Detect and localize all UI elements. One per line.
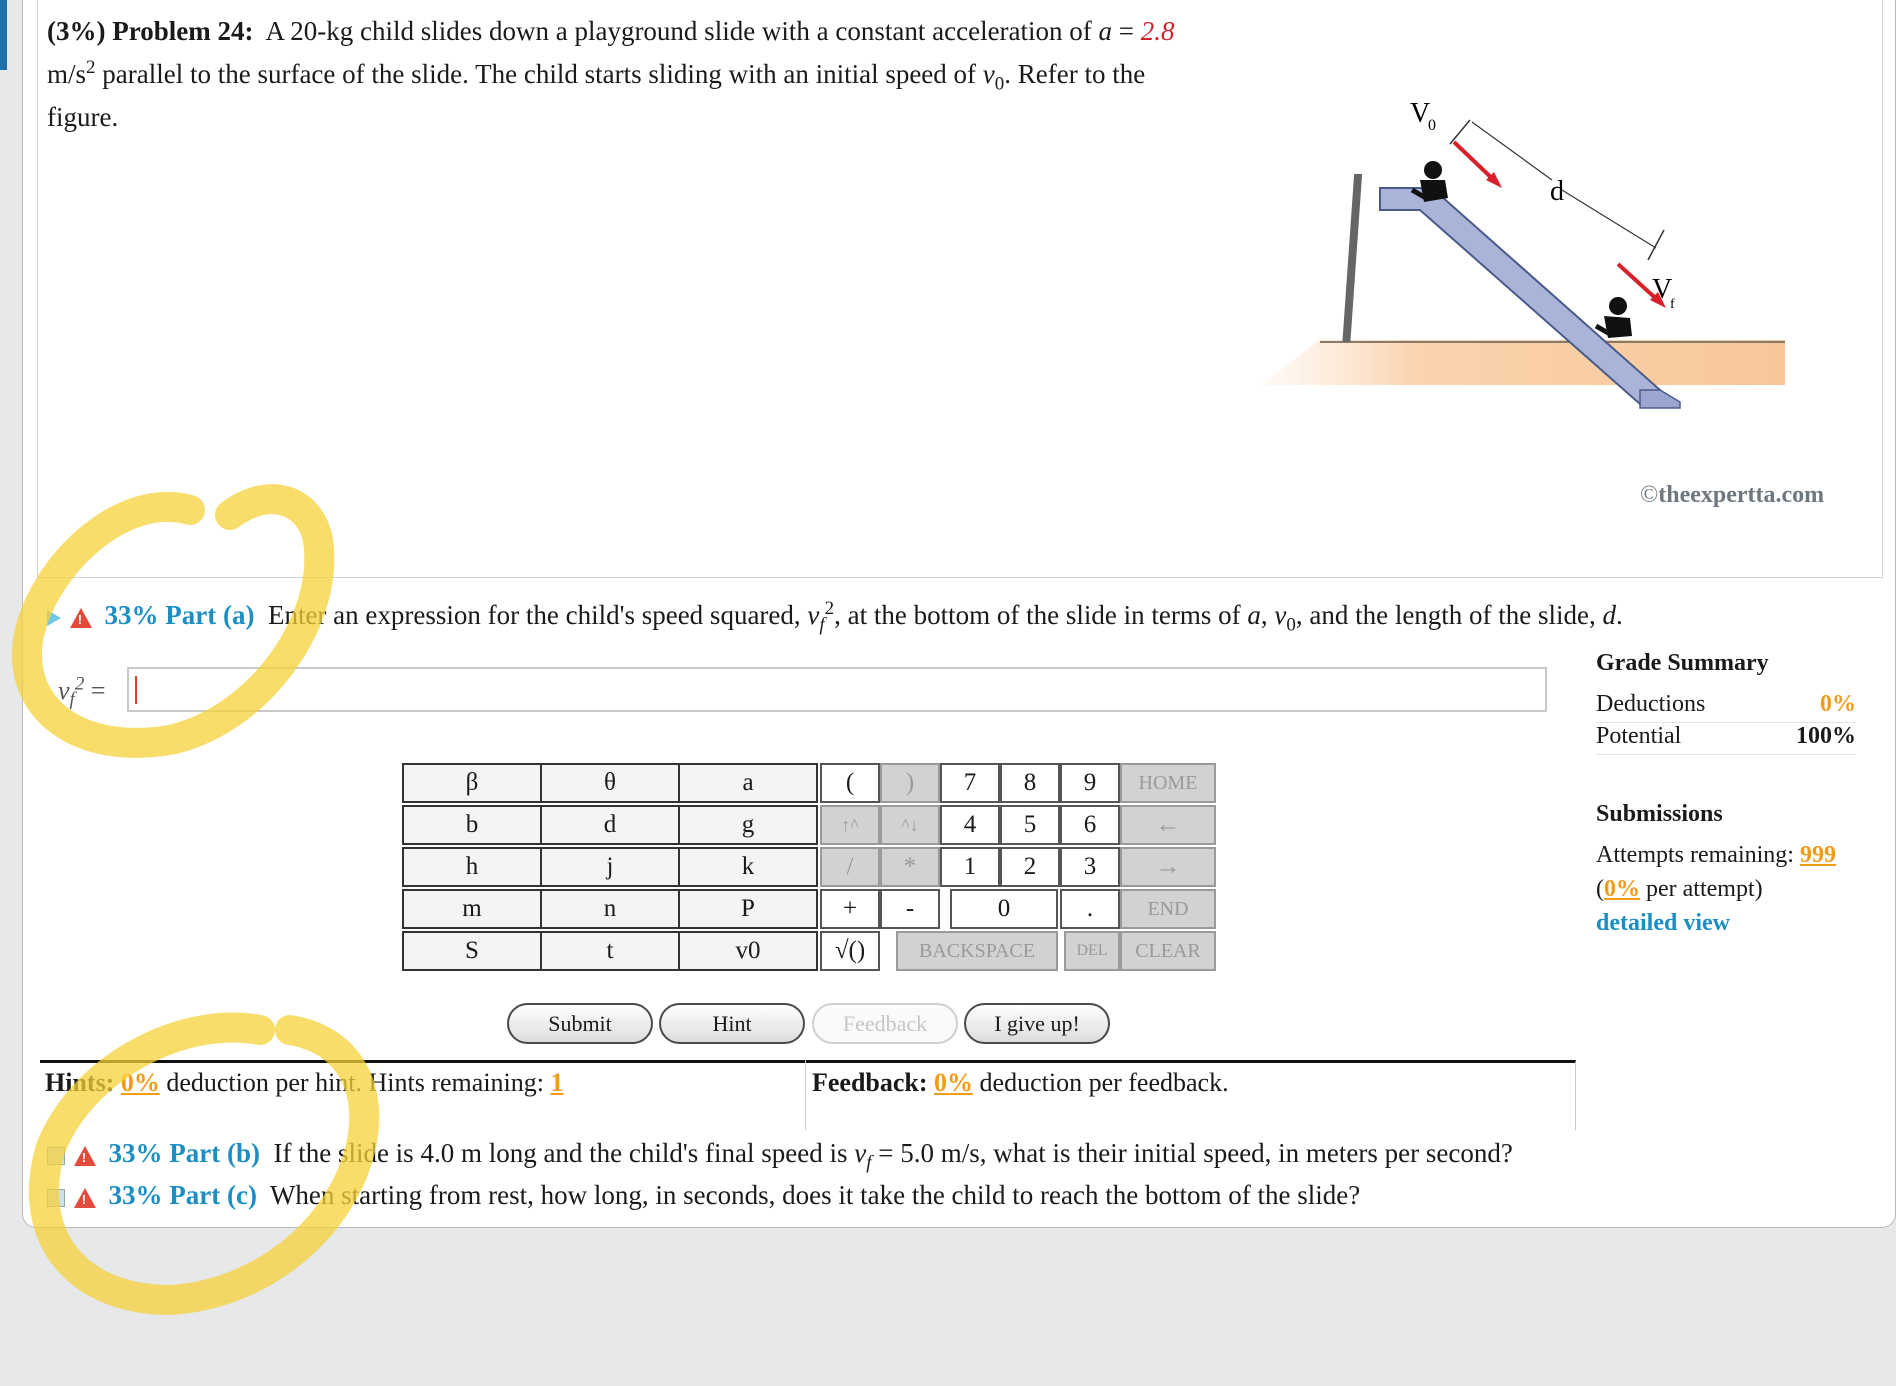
problem-label: Problem 24: xyxy=(112,16,254,46)
key-decimal[interactable]: . xyxy=(1060,889,1120,929)
key-divide[interactable]: / xyxy=(820,847,880,887)
part-c-row[interactable] xyxy=(47,1180,1360,1211)
d-label: d xyxy=(1550,176,1564,207)
key-0[interactable]: 0 xyxy=(950,889,1058,929)
key-6[interactable]: 6 xyxy=(1060,805,1120,845)
key-plus[interactable]: + xyxy=(820,889,880,929)
text-caret xyxy=(135,676,137,704)
child-bottom xyxy=(1596,297,1632,338)
key-t[interactable]: t xyxy=(540,931,680,971)
hints-feedback-divider xyxy=(805,1060,806,1130)
accel-symbol: a xyxy=(1098,16,1113,46)
deductions-value: 0% xyxy=(1820,691,1856,717)
collapsed-box-icon[interactable] xyxy=(47,1189,65,1207)
key-d[interactable]: d xyxy=(540,805,680,845)
key-3[interactable]: 3 xyxy=(1060,847,1120,887)
v0-label: V xyxy=(1410,98,1431,129)
feedback-deduction: 0% xyxy=(934,1068,974,1097)
left-accent-bar xyxy=(0,0,7,70)
key-4[interactable]: 4 xyxy=(940,805,1000,845)
accel-unit: m/s xyxy=(47,59,87,89)
copyright-symbol: © xyxy=(1640,482,1659,508)
key-clear[interactable]: CLEAR xyxy=(1120,931,1216,971)
grade-summary-title: Grade Summary xyxy=(1596,650,1769,676)
deductions-label: Deductions xyxy=(1596,691,1706,717)
warning-icon xyxy=(70,608,92,628)
answer-label: $v_f^2$ = xyxy=(58,673,106,711)
key-5[interactable]: 5 xyxy=(1000,805,1060,845)
key-minus[interactable]: - xyxy=(880,889,940,929)
answer-equals: = xyxy=(90,676,106,705)
key-8[interactable]: 8 xyxy=(1000,763,1060,803)
copyright-text: theexpertta.com xyxy=(1658,482,1825,508)
key-n[interactable]: n xyxy=(540,889,680,929)
key-down-power[interactable]: ^↓ xyxy=(880,805,940,845)
part-a-text-3: , and the length of the slide, xyxy=(1295,600,1596,630)
answer-input[interactable] xyxy=(127,667,1547,712)
potential-value: 100% xyxy=(1796,723,1856,749)
problem-weight: (3%) xyxy=(47,16,106,46)
part-b-text: If the slide is 4.0 m long and the child's final speed is xyxy=(273,1138,848,1168)
key-up-power[interactable]: ↑^ xyxy=(820,805,880,845)
key-left-arrow[interactable]: ← xyxy=(1120,805,1216,845)
per-attempt-label: per attempt) xyxy=(1646,876,1763,902)
v0-symbol: v xyxy=(982,59,995,89)
submissions-info: Attempts remaining: 999 (0% per attempt) detailed view xyxy=(1596,842,1836,936)
feedback-info xyxy=(812,1068,1229,1098)
give-up-button[interactable]: I give up! xyxy=(964,1003,1110,1044)
warning-icon xyxy=(74,1146,96,1166)
key-9[interactable]: 9 xyxy=(1060,763,1120,803)
part-c-percent: 33% xyxy=(108,1180,163,1210)
ladder-post xyxy=(1342,174,1362,342)
child-top xyxy=(1412,161,1448,202)
feedback-text: deduction per feedback. xyxy=(979,1068,1229,1097)
part-b-text-2: = 5.0 m/s, what is their initial speed, in meters per second? xyxy=(878,1138,1513,1168)
hints-text: deduction per hint. Hints remaining: xyxy=(166,1068,544,1097)
grade-summary xyxy=(1596,650,1856,940)
key-b[interactable]: b xyxy=(402,805,542,845)
part-b-row[interactable]: ! 33% Part (b) If the slide is 4.0 m long and the child's final speed is $v_f = 5.0$ m/s, what is their initial speed, in meters per second? xyxy=(47,1138,1513,1169)
detailed-view-link[interactable]: detailed view xyxy=(1596,910,1730,936)
feedback-button[interactable]: Feedback xyxy=(812,1003,958,1044)
key-k[interactable]: k xyxy=(678,847,818,887)
key-v0[interactable]: v0 xyxy=(678,931,818,971)
key-p[interactable]: P xyxy=(678,889,818,929)
key-s[interactable]: S xyxy=(402,931,542,971)
expand-triangle-icon[interactable] xyxy=(47,610,61,626)
collapsed-box-icon[interactable] xyxy=(47,1147,65,1165)
hints-label: Hints: xyxy=(45,1068,115,1097)
svg-text:0: 0 xyxy=(1428,117,1436,134)
key-j[interactable]: j xyxy=(540,847,680,887)
hints-info xyxy=(45,1068,564,1098)
ground-shape xyxy=(1260,340,1785,385)
submit-button[interactable]: Submit xyxy=(507,1003,653,1044)
hints-deduction: 0% xyxy=(120,1068,160,1097)
warning-icon xyxy=(74,1188,96,1208)
key-1[interactable]: 1 xyxy=(940,847,1000,887)
key-multiply[interactable]: * xyxy=(880,847,940,887)
feedback-label: Feedback: xyxy=(812,1068,928,1097)
key-theta[interactable]: θ xyxy=(540,763,680,803)
key-open-paren[interactable]: ( xyxy=(820,763,880,803)
per-attempt-value: 0% xyxy=(1604,876,1640,902)
part-a-percent: 33% xyxy=(104,600,159,630)
key-home[interactable]: HOME xyxy=(1120,763,1216,803)
key-a[interactable]: a xyxy=(678,763,818,803)
submissions-title: Submissions xyxy=(1596,801,1723,827)
part-a-text: Enter an expression for the child's speed squared, xyxy=(267,600,801,630)
potential-label: Potential xyxy=(1596,723,1682,749)
hints-remaining: 1 xyxy=(550,1068,564,1097)
key-close-paren[interactable]: ) xyxy=(880,763,940,803)
key-end[interactable]: END xyxy=(1120,889,1216,929)
key-7[interactable]: 7 xyxy=(940,763,1000,803)
part-c-title: Part (c) xyxy=(169,1180,257,1210)
part-b-title: Part (b) xyxy=(169,1138,260,1168)
part-a-title: Part (a) xyxy=(165,600,255,630)
key-right-arrow[interactable]: → xyxy=(1120,847,1216,887)
key-backspace[interactable]: BACKSPACE xyxy=(896,931,1058,971)
hint-button[interactable]: Hint xyxy=(659,1003,805,1044)
attempts-value: 999 xyxy=(1799,842,1836,868)
svg-text:f: f xyxy=(1670,297,1675,312)
part-a-text-2: , at the bottom of the slide in terms of xyxy=(834,600,1241,630)
copyright-notice xyxy=(1640,482,1824,509)
part-a-header: ! 33% Part (a) Enter an expression for the child's speed squared, $v_f^2$, at the bottom of the slide in terms of a, $v_0$, and the length of the slide, d. xyxy=(47,600,1623,631)
key-sqrt[interactable]: √() xyxy=(820,931,880,971)
accel-value: 2.8 xyxy=(1140,16,1175,46)
part-c-text: When starting from rest, how long, in seconds, does it take the child to reach the bottom of the slide? xyxy=(269,1180,1361,1210)
problem-text-2: parallel to the surface of the slide. The child starts sliding with an initial speed of xyxy=(102,59,977,89)
slide-figure xyxy=(1240,90,1800,420)
part-b-percent: 33% xyxy=(108,1138,163,1168)
problem-statement: (3%) Problem 24: A 20-kg child slides down a playground slide with a constant acceleration of a = 2.8 $m/s^2$ parallel to the surface of the slide. The child starts sliding with an initial speed of $v_0$. Refer to the figure. xyxy=(47,16,1175,132)
problem-text-1: A 20-kg child slides down a playground slide with a constant acceleration of xyxy=(265,16,1092,46)
vf-label: V xyxy=(1652,274,1673,305)
key-g[interactable]: g xyxy=(678,805,818,845)
key-beta[interactable]: β xyxy=(402,763,542,803)
key-h[interactable]: h xyxy=(402,847,542,887)
problem-text-3: . Refer to the figure. xyxy=(47,59,1146,132)
equals-sign: = xyxy=(1118,16,1135,46)
key-2[interactable]: 2 xyxy=(1000,847,1060,887)
attempts-label: Attempts remaining: xyxy=(1596,842,1794,868)
key-m[interactable]: m xyxy=(402,889,542,929)
key-del[interactable]: DEL xyxy=(1064,931,1120,971)
